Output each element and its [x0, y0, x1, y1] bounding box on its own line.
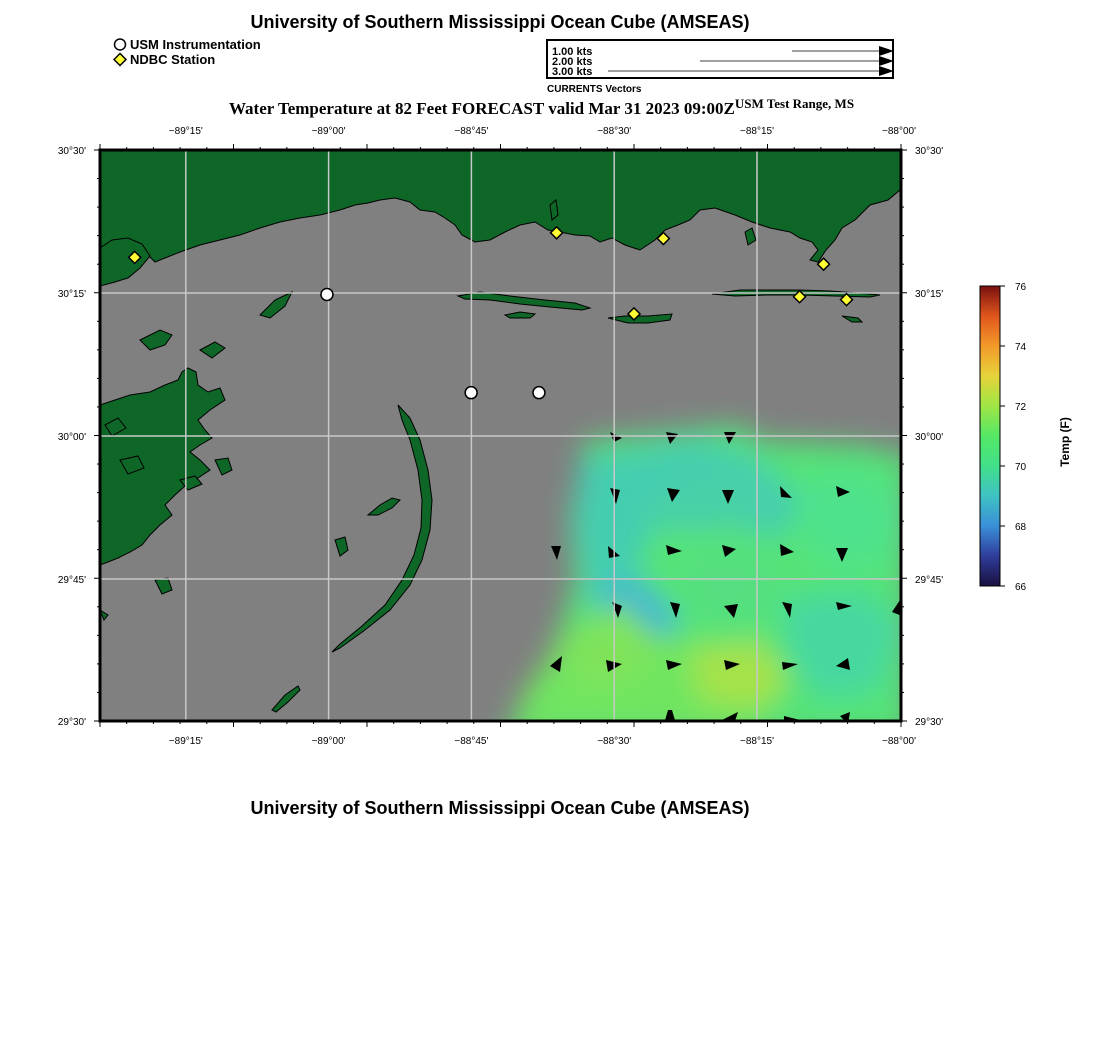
lat-label-right: 29°30' [915, 717, 944, 728]
vector-label-2: 2.00 kts [552, 56, 593, 68]
lat-label-left: 30°15' [57, 289, 86, 300]
lon-label-top: −88°15' [740, 126, 774, 137]
lon-label-bottom: −89°15' [168, 736, 203, 747]
lon-label-bottom: −88°30' [597, 736, 632, 747]
colorbar-tick-label: 76 [1015, 282, 1027, 293]
lat-label-right: 30°30' [915, 146, 944, 157]
legend-ndbc-label: NDBC Station [130, 52, 216, 67]
lon-label-bottom: −88°00' [882, 736, 916, 747]
colorbar-tick-label: 70 [1015, 462, 1027, 473]
lat-label-left: 30°30' [57, 146, 86, 157]
colorbar-tick-label: 72 [1015, 402, 1027, 413]
title-top: University of Southern Mississippi Ocean Cube (AMSEAS) [250, 12, 750, 32]
lon-label-top: −88°00' [882, 126, 916, 137]
lat-label-left: 29°30' [57, 717, 86, 728]
colorbar [980, 282, 1027, 593]
colorbar-tick-label: 66 [1015, 582, 1027, 593]
vector-label-1: 1.00 kts [552, 46, 593, 58]
usm-station-marker [321, 288, 333, 300]
vector-label-3: 3.00 kts [552, 66, 593, 78]
lon-label-bottom: −88°45' [454, 736, 489, 747]
lat-label-left: 29°45' [57, 575, 86, 586]
vector-caption: CURRENTS Vectors [547, 84, 642, 95]
map-title-text: Water Temperature at 82 Feet FORECAST valid Mar 31 2023 09:00Z [229, 99, 735, 118]
colorbar-tick-label: 68 [1015, 522, 1027, 533]
colorbar-ramp [980, 286, 1000, 586]
lat-label-right: 30°00' [915, 432, 944, 443]
lon-label-bottom: −89°00' [311, 736, 346, 747]
usm-station-marker [533, 387, 545, 399]
usm-station-marker [465, 387, 477, 399]
lon-label-bottom: −88°15' [740, 736, 774, 747]
legend-usm-label: USM Instrumentation [130, 37, 261, 52]
title-bottom: University of Southern Mississippi Ocean Cube (AMSEAS) [250, 798, 750, 818]
lon-label-top: −89°00' [311, 126, 346, 137]
colorbar-label: Temp (F) [1057, 417, 1072, 467]
colorbar-ticks [1000, 282, 1027, 593]
lon-label-top: −89°15' [168, 126, 203, 137]
lon-label-top: −88°45' [454, 126, 489, 137]
lat-label-right: 30°15' [915, 289, 944, 300]
map-subtitle: USM Test Range, MS [734, 96, 855, 111]
lat-label-right: 29°45' [915, 575, 944, 586]
colorbar-tick-label: 74 [1015, 342, 1027, 353]
lat-label-left: 30°00' [57, 432, 86, 443]
lon-label-top: −88°30' [597, 126, 632, 137]
